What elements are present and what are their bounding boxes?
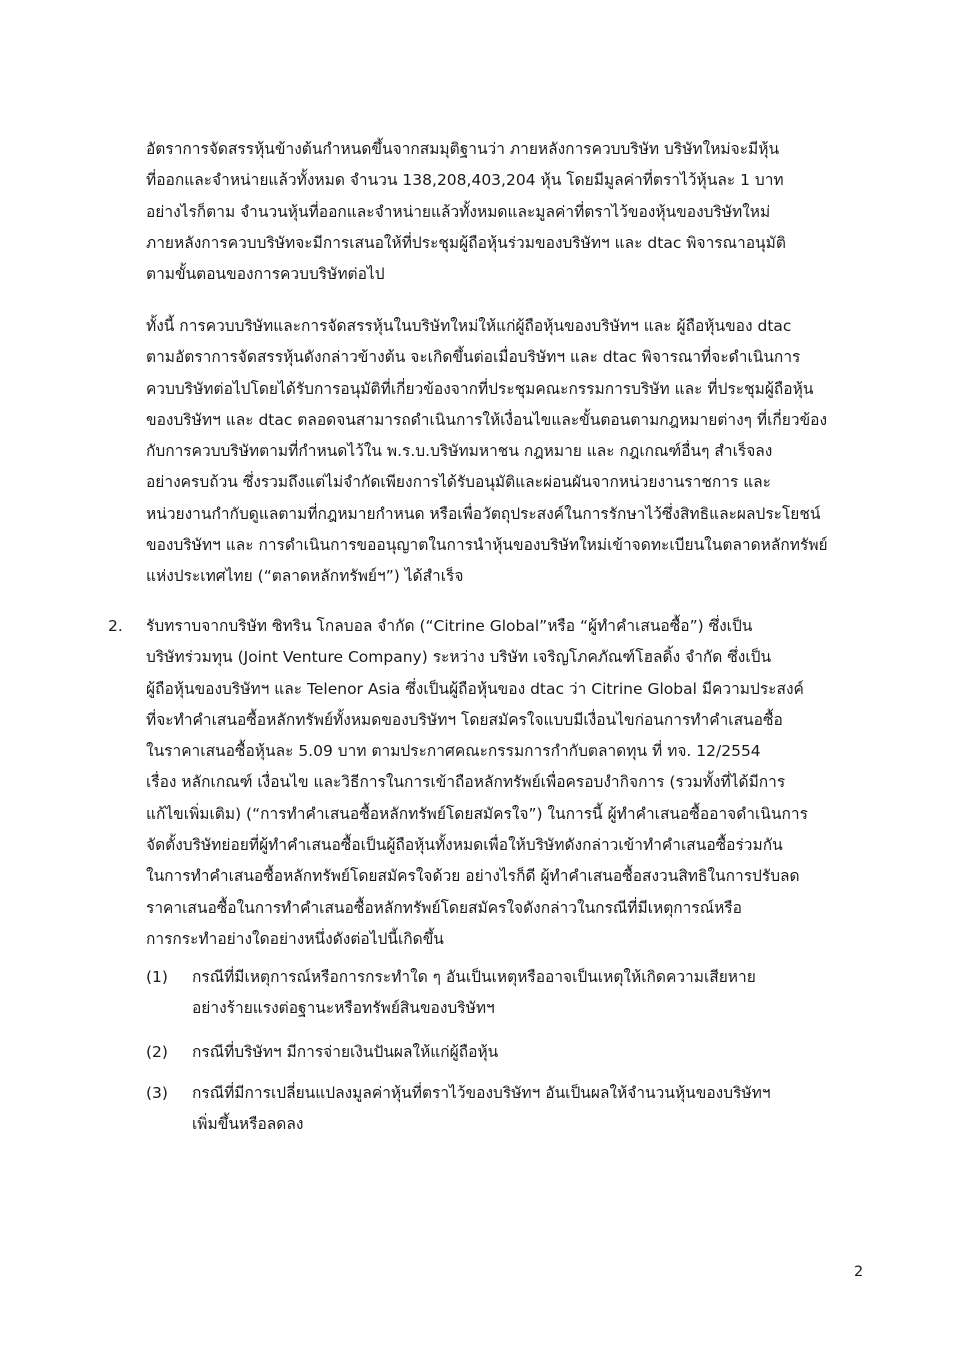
- text-line: รับทราบจากบริษัท ซิทริน โกลบอล จำกัด (“Citrine Global”หรือ “ผู้ทำคำเสนอซื้อ”) ซึ่งเป็น: [146, 617, 753, 635]
- text-line: แห่งประเทศไทย (“ตลาดหลักทรัพย์ฯ”) ได้สำเร็จ: [146, 567, 464, 586]
- paragraph-share-allocation: [146, 134, 876, 290]
- text-line: แก้ไขเพิ่มเติม) (“การทำคำเสนอซื้อหลักทรัพย์โดยสมัครใจ”) ในการนี้ ผู้ทำคำเสนอซื้ออาจดำเนินการ: [146, 804, 808, 823]
- text-line: อย่างครบถ้วน ซึ่งรวมถึงแต่ไม่จำกัดเพียงการได้รับอนุมัติและผ่อนผันจากหน่วยงานราชการ และ: [146, 473, 772, 492]
- text-line: ที่จะทำคำเสนอซื้อหลักทรัพย์ทั้งหมดของบริษัทฯ โดยสมัครใจแบบมีเงื่อนไขก่อนการทำคำเสนอซื้อ: [146, 710, 783, 729]
- subitem-3: [192, 1078, 882, 1141]
- item-number: 2.: [108, 617, 123, 635]
- text-line: ตามอัตราการจัดสรรหุ้นดังกล่าวข้างต้น จะเกิดขึ้นต่อเมื่อบริษัทฯ และ dtac พิจารณาที่จะดำเนินการ: [146, 348, 801, 367]
- text-line: อย่างร้ายแรงต่อฐานะหรือทรัพย์สินของบริษัทฯ: [192, 999, 495, 1018]
- text-line: กรณีที่มีเหตุการณ์หรือการกระทำใด ๆ อันเป็นเหตุหรืออาจเป็นเหตุให้เกิดความเสียหาย: [192, 968, 756, 986]
- text-line: จัดตั้งบริษัทย่อยที่ผู้ทำคำเสนอซื้อเป็นผู้ถือหุ้นทั้งหมดเพื่อให้บริษัทดังกล่าวเข้าทำคำเสนอซื้อร่วมกัน: [146, 836, 783, 855]
- text-line: ควบบริษัทต่อไปโดยได้รับการอนุมัติที่เกี่ยวข้องจากที่ประชุมคณะกรรมการบริษัท และ ที่ประชุมผู้ถือหุ้น: [146, 379, 814, 398]
- text-line: กรณีที่มีการเปลี่ยนแปลงมูลค่าหุ้นที่ตราไว้ของบริษัทฯ อันเป็นผลให้จำนวนหุ้นของบริษัทฯ: [192, 1084, 771, 1102]
- text-line: ในการทำคำเสนอซื้อหลักทรัพย์โดยสมัครใจด้วย อย่างไรก็ดี ผู้ทำคำเสนอซื้อสงวนสิทธิในการปรับลด: [146, 867, 800, 886]
- text-line: กับการควบบริษัทตามที่กำหนดไว้ใน พ.ร.บ.บริษัทมหาชน กฎหมาย และ กฎเกณฑ์อื่นๆ สำเร็จลง: [146, 442, 773, 461]
- text-line: ราคาเสนอซื้อในการทำคำเสนอซื้อหลักทรัพย์โดยสมัครใจดังกล่าวในกรณีที่มีเหตุการณ์หรือ: [146, 898, 742, 917]
- text-line: ภายหลังการควบบริษัทจะมีการเสนอให้ที่ประชุมผู้ถือหุ้นร่วมของบริษัทฯ และ dtac พิจารณาอนุมัติ: [146, 233, 786, 252]
- subitem-number: (2): [146, 1043, 168, 1061]
- subitem-2: [192, 1037, 882, 1068]
- text-line: บริษัทร่วมทุน (Joint Venture Company) ระหว่าง บริษัท เจริญโภคภัณฑ์โฮลดิ้ง จำกัด ซึ่งเป็น: [146, 648, 772, 667]
- item-2-tender-offer: [146, 611, 876, 955]
- subitem-number: (1): [146, 968, 168, 986]
- text-line: ตามขั้นตอนของการควบบริษัทต่อไป: [146, 265, 385, 284]
- page-number: 2: [854, 1264, 864, 1280]
- text-line: ทั้งนี้ การควบบริษัทและการจัดสรรหุ้นในบริษัทใหม่ให้แก่ผู้ถือหุ้นของบริษัทฯ และ ผู้ถือหุ้นของ dtac: [146, 317, 792, 335]
- text-line: อย่างไรก็ตาม จำนวนหุ้นที่ออกและจำหน่ายแล้วทั้งหมดและมูลค่าที่ตราไว้ของหุ้นของบริษัทใหม่: [146, 202, 771, 221]
- text-line: กรณีที่บริษัทฯ มีการจ่ายเงินปันผลให้แก่ผู้ถือหุ้น: [192, 1043, 499, 1061]
- subitem-1: [192, 962, 882, 1025]
- text-line: ผู้ถือหุ้นของบริษัทฯ และ Telenor Asia ซึ่งเป็นผู้ถือหุ้นของ dtac ว่า Citrine Global มีความประสงค์: [146, 679, 804, 698]
- text-line: เพิ่มขึ้นหรือลดลง: [192, 1115, 304, 1134]
- text-line: อัตราการจัดสรรหุ้นข้างต้นกำหนดขึ้นจากสมมุติฐานว่า ภายหลังการควบบริษัท บริษัทใหม่จะมีหุ้น: [146, 140, 780, 158]
- subitem-number: (3): [146, 1084, 168, 1102]
- text-line: ของบริษัทฯ และ dtac ตลอดจนสามารถดำเนินการให้เงื่อนไขและขั้นตอนตามกฎหมายต่างๆ ที่เกี่ยวข้อง: [146, 410, 828, 429]
- text-line: ในราคาเสนอซื้อหุ้นละ 5.09 บาท ตามประกาศคณะกรรมการกำกับตลาดทุน ที่ ทจ. 12/2554: [146, 742, 761, 761]
- text-line: เรื่อง หลักเกณฑ์ เงื่อนไข และวิธีการในการเข้าถือหลักทรัพย์เพื่อครอบงำกิจการ (รวมทั้งที่ได้มีการ: [146, 773, 786, 792]
- paragraph-amalgamation-conditions: [146, 311, 876, 593]
- text-line: หน่วยงานกำกับดูแลตามที่กฎหมายกำหนด หรือเพื่อวัตถุประสงค์ในการรักษาไว้ซึ่งสิทธิและผลประโยชน์: [146, 504, 821, 523]
- text-line: ที่ออกและจำหน่ายแล้วทั้งหมด จำนวน 138,208,403,204 หุ้น โดยมีมูลค่าที่ตราไว้หุ้นละ 1 บาท: [146, 171, 784, 190]
- text-line: ของบริษัทฯ และ การดำเนินการขออนุญาตในการนำหุ้นของบริษัทใหม่เข้าจดทะเบียนในตลาดหลักทรัพย์: [146, 536, 828, 555]
- text-line: การกระทำอย่างใดอย่างหนึ่งดังต่อไปนี้เกิดขึ้น: [146, 929, 444, 948]
